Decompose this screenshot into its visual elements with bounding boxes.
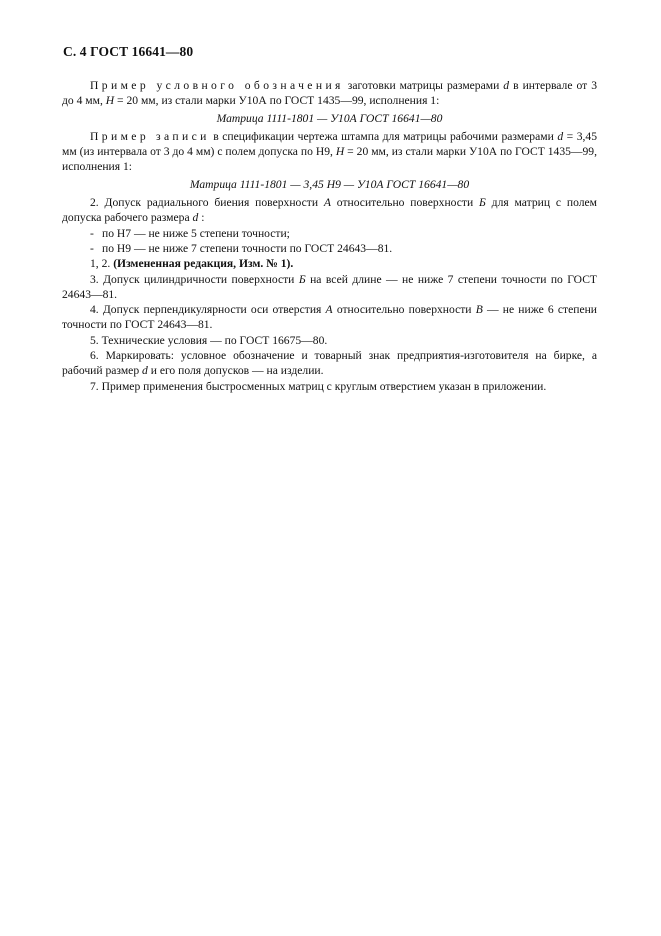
example-designation-paragraph <box>62 78 597 109</box>
example-designation-lead: Пример условного обозначения <box>90 79 344 92</box>
example-record-text-a: в спецификации чертежа штампа для матрицы рабочими размерами <box>209 129 558 143</box>
item-6-text-a: 6. Маркировать: условное обозначение и товарный знак предприятия-изготовителя на бирке, а рабочий размер <box>62 349 597 378</box>
item-4-paragraph <box>62 302 597 333</box>
item-2-text-a: 2. Допуск радиального биения поверхности <box>90 196 324 210</box>
example-designation-text-c: = 20 мм, из стали марки У10А по ГОСТ 1435—99, исполнения 1: <box>114 94 440 108</box>
example-designation-text-a: заготовки матрицы размерами <box>343 79 504 92</box>
item-3-paragraph <box>62 272 597 303</box>
amendment-note <box>62 256 597 271</box>
example-record-text-c: = 20 мм, из стали марки У10А по ГОСТ 1435—99, исполнения 1: <box>62 145 598 174</box>
var-b: Б <box>479 196 486 210</box>
item-3-text-a: 3. Допуск цилиндричности поверхности <box>90 272 299 286</box>
item-2-paragraph <box>62 195 597 226</box>
list-dash: - <box>90 241 94 255</box>
list-dash: - <box>90 226 94 240</box>
document-body <box>62 78 597 394</box>
item-3-text-b: на всей длине — не ниже 7 степени точности по ГОСТ 24643—81. <box>62 272 598 301</box>
item-4-text-c: — не ниже 6 степени точности по ГОСТ 24643—81. <box>62 303 598 332</box>
var-b: Б <box>298 272 306 286</box>
var-d: d <box>503 79 510 92</box>
page-header: С. 4 ГОСТ 16641—80 <box>63 44 194 59</box>
item-4-text-a: 4. Допуск перпендикулярности оси отверстия <box>90 303 326 317</box>
record-formula: Матрица 1111-1801 — 3,45 Н9 — У10А ГОСТ 16641—80 <box>189 177 470 191</box>
item-4-text-b: относительно поверхности <box>332 303 476 317</box>
example-record-paragraph <box>62 129 597 175</box>
var-d: d <box>557 129 564 143</box>
var-a: А <box>323 196 331 210</box>
var-d: d <box>142 364 148 378</box>
item-2-text-c: для матриц с полем допуска рабочего размера <box>62 196 598 225</box>
item-2-text-b: относительно поверхности <box>330 196 479 210</box>
list-item-text: по Н9 — не ниже 7 степени точности по ГОСТ 24643—81. <box>102 241 393 255</box>
example-record-text-b: = 3,45 мм (из интервала от 3 до 4 мм) с полем допуска по Н9, <box>62 129 597 159</box>
var-d: d <box>192 211 199 225</box>
var-h: H <box>105 94 115 108</box>
list-item-text: по Н7 — не ниже 5 степени точности; <box>102 226 290 240</box>
list-item <box>62 241 597 256</box>
item-6-text-b: и его поля допусков — на изделии. <box>147 364 324 378</box>
item-5-paragraph: 5. Технические условия — по ГОСТ 16675—80. <box>90 333 328 347</box>
amendment-prefix: 1, 2. <box>90 257 114 271</box>
amendment-text: (Измененная редакция, Изм. № 1). <box>113 257 294 271</box>
example-record-lead: Пример записи <box>90 129 210 143</box>
item-7-paragraph: 7. Пример применения быстросменных матриц с круглым отверстием указан в приложении. <box>90 379 547 393</box>
var-v: В <box>475 303 483 317</box>
example-designation-text-b: в интервале от 3 до 4 мм, <box>62 79 597 108</box>
designation-formula: Матрица 1111-1801 — У10А ГОСТ 16641—80 <box>216 111 443 125</box>
list-item <box>62 226 597 241</box>
item-6-paragraph <box>62 348 597 379</box>
var-h: H <box>335 145 345 159</box>
item-2-text-d: : <box>198 211 205 225</box>
var-a: А <box>325 303 333 317</box>
